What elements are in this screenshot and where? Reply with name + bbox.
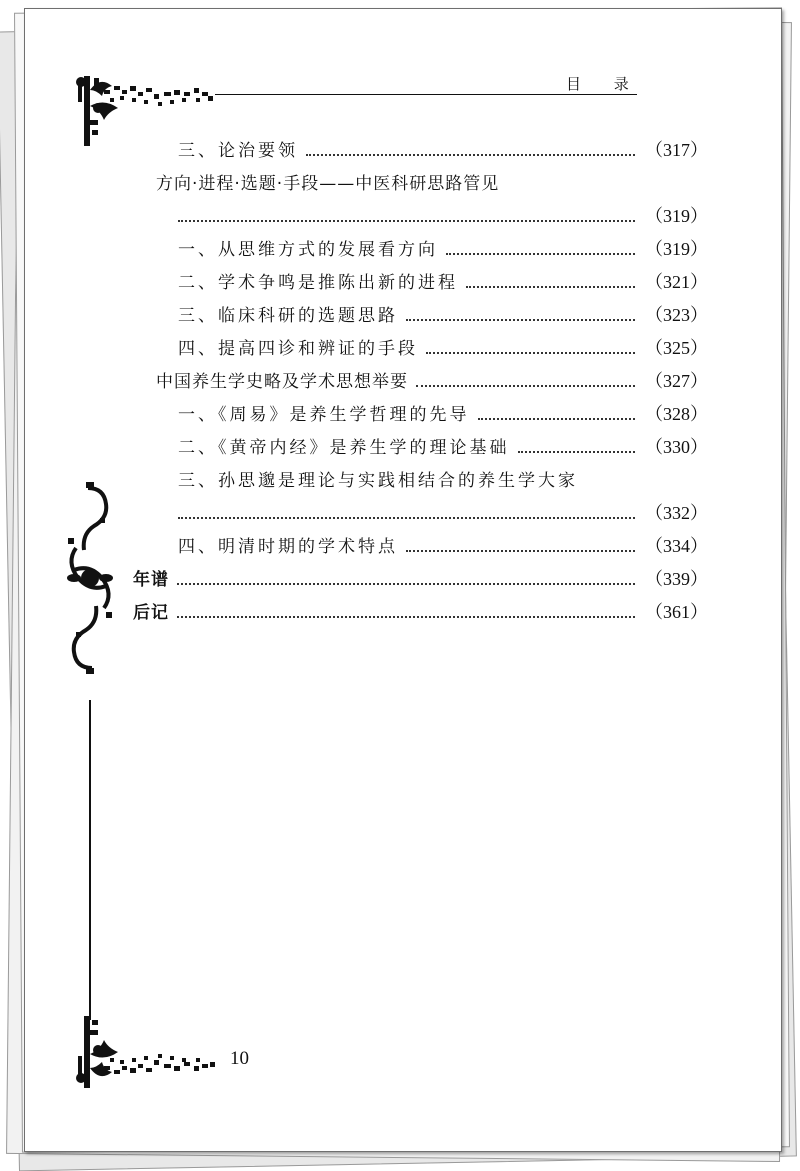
header-rule (215, 94, 637, 95)
toc-entry[interactable] (133, 598, 708, 628)
toc-entry-page: （317） (645, 140, 708, 160)
toc-entry-title: 方向·进程·选题·手段——中医科研思路管见 (156, 174, 500, 194)
toc-leader-dots (406, 319, 635, 321)
toc-entry-page: （319） (645, 206, 708, 226)
toc-entry-page: （332） (645, 503, 708, 523)
toc-entry-continuation[interactable] (178, 499, 708, 529)
toc-entry[interactable] (178, 466, 708, 496)
toc-entry-page: （325） (645, 338, 708, 358)
toc-entry-title: 三、临床科研的选题思路 (178, 306, 398, 326)
toc-entry[interactable] (178, 433, 708, 463)
toc-leader-dots (306, 154, 635, 156)
toc-entry-page: （334） (645, 536, 708, 556)
toc-entry-title: 三、孙思邈是理论与实践相结合的养生学大家 (178, 471, 578, 491)
toc-entry-title: 四、提高四诊和辨证的手段 (178, 339, 418, 359)
toc-entry-title: 二、学术争鸣是推陈出新的进程 (178, 273, 458, 293)
toc-entry[interactable] (178, 235, 708, 265)
toc-entry[interactable] (178, 268, 708, 298)
toc-leader-dots (416, 385, 635, 387)
side-ornament-icon (62, 478, 118, 678)
toc-entry-page: （327） (645, 371, 708, 391)
toc-entry[interactable] (178, 400, 708, 430)
toc-entry-title: 年谱 (133, 570, 169, 590)
toc-entry[interactable] (178, 532, 708, 562)
toc-entry-title: 一、从思维方式的发展看方向 (178, 240, 438, 260)
toc-entry-page: （339） (645, 569, 708, 589)
toc-entry-page: （361） (645, 602, 708, 622)
toc-entry-title: 三、论治要领 (178, 141, 298, 161)
margin-vertical-line (89, 700, 91, 1020)
toc-entry-title: 四、明清时期的学术特点 (178, 537, 398, 557)
toc-leader-dots (406, 550, 635, 552)
toc-entry-title: 后记 (133, 603, 169, 623)
toc-entry-title: 中国养生学史略及学术思想举要 (156, 372, 408, 392)
toc-leader-dots (426, 352, 635, 354)
toc-entry-title: 二、《黄帝内经》是养生学的理论基础 (178, 438, 510, 458)
toc-entry-page: （330） (645, 437, 708, 457)
toc-entry-page: （323） (645, 305, 708, 325)
toc-entry[interactable] (156, 367, 708, 397)
toc-entry[interactable] (178, 301, 708, 331)
toc-entry-title: 一、《周易》是养生学哲理的先导 (178, 405, 470, 425)
toc-leader-dots (518, 451, 636, 453)
toc-entry-continuation[interactable] (178, 202, 708, 232)
toc-entry-page: （321） (645, 272, 708, 292)
toc-entry-page: （319） (645, 239, 708, 259)
toc-entry[interactable] (156, 169, 708, 199)
running-header-title: 目 录 (566, 75, 643, 93)
toc-entry[interactable] (178, 136, 708, 166)
toc-leader-dots (178, 517, 635, 519)
corner-ornament-bottom-icon (70, 1010, 220, 1092)
toc-leader-dots (478, 418, 636, 420)
toc-entry-page: （328） (645, 404, 708, 424)
toc-entry[interactable] (133, 565, 708, 595)
page-number: 10 (230, 1048, 249, 1069)
toc-entry[interactable] (178, 334, 708, 364)
toc-leader-dots (446, 253, 635, 255)
toc-leader-dots (178, 220, 635, 222)
toc-leader-dots (177, 616, 635, 618)
toc-leader-dots (466, 286, 635, 288)
toc-leader-dots (177, 583, 635, 585)
